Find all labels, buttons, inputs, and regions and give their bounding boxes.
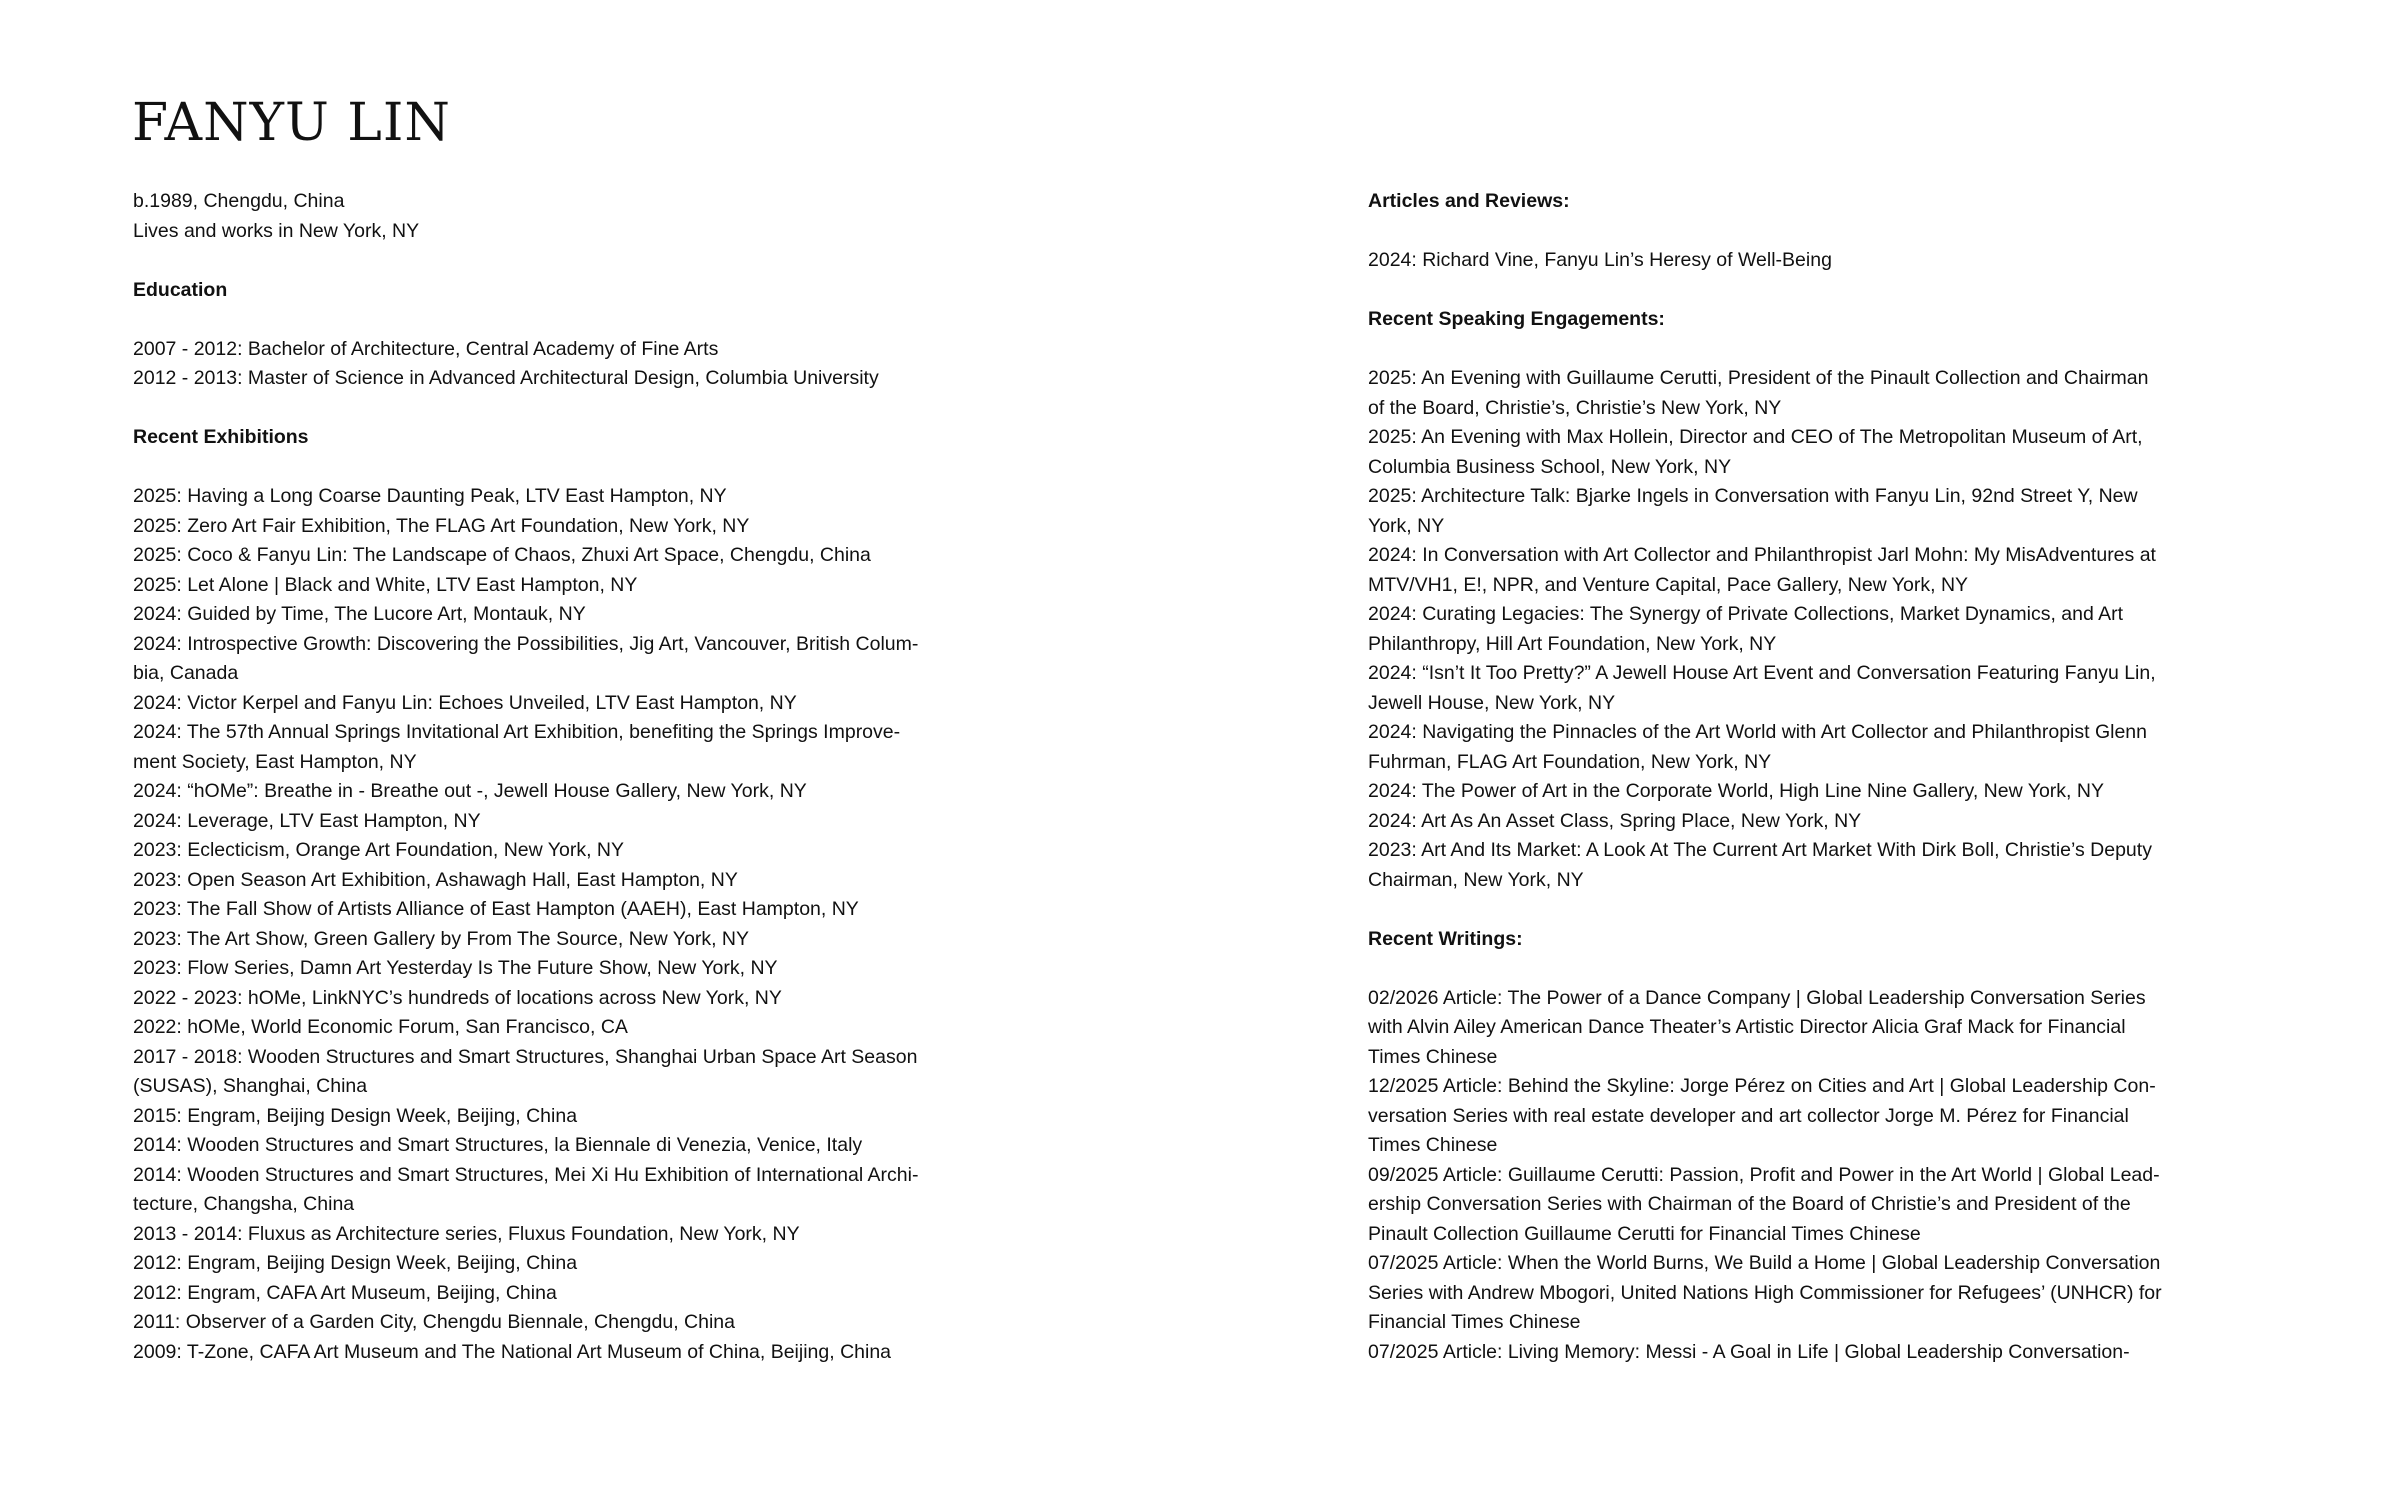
list-item: 2025: Having a Long Coarse Daunting Peak, LTV East Hampton, NY [133,485,727,507]
list-item: 07/2025 Article: Living Memory: Messi - A Goal in Life | Global Leadership Conversation- [1368,1340,2130,1363]
list-item: 2024: Curating Legacies: The Synergy of Private Collections, Market Dynamics, and Art Philanthropy, Hill Art Foundation, New York, NY [1368,603,2124,655]
list-item: 2025: Zero Art Fair Exhibition, The FLAG Art Foundation, New York, NY [133,514,750,537]
list-item: 12/2025 Article: Behind the Skyline: Jorge Pérez on Cities and Art | Global Leadership Con- versation Series with real estate developer and art collector Jorge M. Pérez for Financial Times Chinese [1368,1075,2156,1156]
list-item: 2017 - 2018: Wooden Structures and Smart Structures, Shanghai Urban Space Art Season (SUSAS), Shanghai, China [133,1045,918,1097]
bio-residence: Lives and works in New York, NY [133,219,420,242]
left-column [133,187,963,1367]
speaking-heading: Recent Speaking Engagements: [1368,308,1665,330]
spacer [133,394,963,424]
list-item: 2022 - 2023: hOMe, LinkNYC’s hundreds of locations across New York, NY [133,986,782,1009]
spacer [133,246,963,276]
writings-heading: Recent Writings: [1368,927,1523,950]
list-item: 2024: Art As An Asset Class, Spring Place, New York, NY [1368,809,1862,832]
list-item: 2025: Architecture Talk: Bjarke Ingels in Conversation with Fanyu Lin, 92nd Street Y, New York, NY [1368,485,2138,537]
list-item: 2023: The Fall Show of Artists Alliance of East Hampton (AAEH), East Hampton, NY [133,898,859,920]
list-item: 2014: Wooden Structures and Smart Structures, la Biennale di Venezia, Venice, Italy [133,1134,863,1156]
spacer [133,305,963,335]
list-item: 2024: The 57th Annual Springs Invitational Art Exhibition, benefiting the Springs Improve- ment Society, East Hampton, NY [133,721,901,773]
exhibitions-list [133,482,963,1367]
list-item: 2012: Engram, CAFA Art Museum, Beijing, China [133,1281,557,1304]
list-item: 2022: hOMe, World Economic Forum, San Francisco, CA [133,1016,628,1038]
list-item: 2025: Let Alone | Black and White, LTV East Hampton, NY [133,573,638,596]
list-item: 2025: An Evening with Max Hollein, Director and CEO of The Metropolitan Museum of Art, Columbia Business School, New York, NY [1368,426,2143,478]
list-item: 2023: Eclecticism, Orange Art Foundation, New York, NY [133,839,624,861]
list-item: 2024: Richard Vine, Fanyu Lin’s Heresy of Well-Being [1368,249,1832,271]
list-item: 2014: Wooden Structures and Smart Structures, Mei Xi Hu Exhibition of International Archi- tecture, Changsha, China [133,1163,919,1215]
list-item: 2023: Flow Series, Damn Art Yesterday Is The Future Show, New York, NY [133,957,778,979]
spacer [1368,276,2210,306]
speaking-list [1368,364,2210,895]
list-item: 2007 - 2012: Bachelor of Architecture, Central Academy of Fine Arts [133,337,719,360]
articles-list [1368,246,2210,276]
page-title: FANYU LIN [132,93,451,153]
spacer [133,453,963,483]
spacer [1368,335,2210,365]
education-list [133,335,963,394]
education-heading: Education [133,278,228,301]
list-item: 07/2025 Article: When the World Burns, We Build a Home | Global Leadership Conversation Series with Andrew Mbogori, United Nations High Commissioner for Refugees’ (UNHCR) for Financial Times Chinese [1368,1252,2162,1333]
spacer [1368,895,2210,925]
writings-list [1368,984,2210,1368]
list-item: 2025: Coco & Fanyu Lin: The Landscape of Chaos, Zhuxi Art Space, Chengdu, China [133,544,871,566]
list-item: 2024: In Conversation with Art Collector and Philanthropist Jarl Mohn: My MisAdventures at MTV/VH1, E!, NPR, and Venture Capital, Pace Gallery, New York, NY [1368,544,2156,596]
list-item: 2024: Victor Kerpel and Fanyu Lin: Echoes Unveiled, LTV East Hampton, NY [133,691,797,714]
list-item: 2024: “hOMe”: Breathe in - Breathe out -, Jewell House Gallery, New York, NY [133,780,807,802]
list-item: 2024: “Isn’t It Too Pretty?” A Jewell House Art Event and Conversation Featuring Fanyu Lin, Jewell House, New York, NY [1368,662,2156,714]
list-item: 2025: An Evening with Guillaume Cerutti, President of the Pinault Collection and Chairman of the Board, Christie’s, Christie’s New York, NY [1368,367,2149,419]
bio-birth: b.1989, Chengdu, China [133,190,345,212]
list-item: 02/2026 Article: The Power of a Dance Company | Global Leadership Conversation Series with Alvin Ailey American Dance Theater’s Artistic Director Alicia Graf Mack for Financial Times Chinese [1368,986,2146,1068]
list-item: 2024: Leverage, LTV East Hampton, NY [133,809,481,832]
list-item: 2024: Guided by Time, The Lucore Art, Montauk, NY [133,603,586,625]
spacer [1368,954,2210,984]
right-column [1368,187,2210,1367]
articles-heading: Articles and Reviews: [1368,190,1570,212]
list-item: 2011: Observer of a Garden City, Chengdu Biennale, Chengdu, China [133,1311,735,1333]
list-item: 2023: Open Season Art Exhibition, Ashawagh Hall, East Hampton, NY [133,868,738,891]
spacer [1368,217,2210,247]
list-item: 2024: Navigating the Pinnacles of the Art World with Art Collector and Philanthropist Glenn Fuhrman, FLAG Art Foundation, New York, NY [1368,721,2147,773]
list-item: 09/2025 Article: Guillaume Cerutti: Passion, Profit and Power in the Art World | Global Lead- ership Conversation Series with Chairman of the Board of Christie’s and President of the Pinault Collection Guillaume Cerutti for Financial Times Chinese [1368,1163,2160,1245]
list-item: 2024: Introspective Growth: Discovering the Possibilities, Jig Art, Vancouver, British Colum- bia, Canada [133,632,919,684]
list-item: 2012: Engram, Beijing Design Week, Beijing, China [133,1252,578,1274]
exhibitions-heading: Recent Exhibitions [133,426,309,448]
list-item: 2015: Engram, Beijing Design Week, Beijing, China [133,1104,578,1127]
list-item: 2009: T-Zone, CAFA Art Museum and The National Art Museum of China, Beijing, China [133,1340,892,1363]
list-item: 2023: The Art Show, Green Gallery by From The Source, New York, NY [133,927,749,950]
list-item: 2023: Art And Its Market: A Look At The Current Art Market With Dirk Boll, Christie’s Deputy Chairman, New York, NY [1368,839,2152,891]
list-item: 2012 - 2013: Master of Science in Advanced Architectural Design, Columbia University [133,367,879,389]
list-item: 2024: The Power of Art in the Corporate World, High Line Nine Gallery, New York, NY [1368,780,2104,802]
list-item: 2013 - 2014: Fluxus as Architecture series, Fluxus Foundation, New York, NY [133,1222,800,1245]
